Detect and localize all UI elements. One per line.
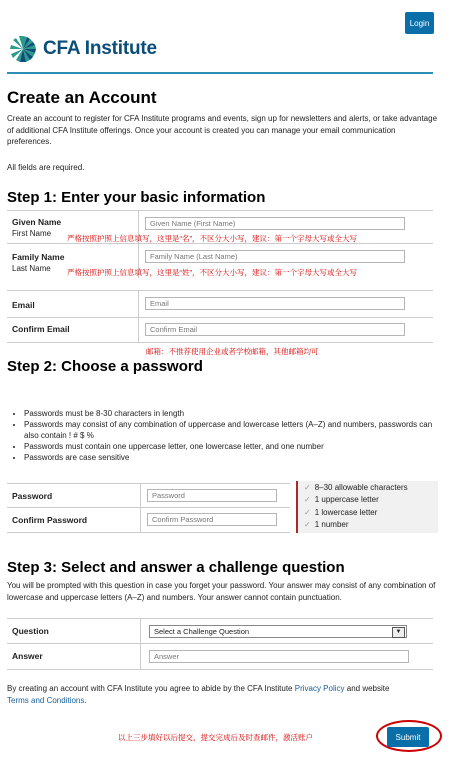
step1-title: Step 1: Enter your basic information xyxy=(7,189,266,206)
check-icon: ✓ xyxy=(304,520,311,530)
challenge-question-select[interactable] xyxy=(149,625,407,638)
step2-title: Step 2: Choose a password xyxy=(7,358,203,375)
cfa-globe-icon xyxy=(8,34,38,64)
checklist-text: 1 lowercase letter xyxy=(314,507,378,517)
agreement-prefix: By creating an account with CFA Institute you agree to abide by the CFA Institute xyxy=(7,684,295,693)
family-name-label: Family Name xyxy=(12,252,65,262)
select-value: Select a Challenge Question xyxy=(154,627,250,636)
row-separator xyxy=(140,508,141,532)
given-name-sublabel: First Name xyxy=(12,229,52,238)
logo-text: CFA Institute xyxy=(43,38,157,59)
email-label: Email xyxy=(12,300,35,310)
family-name-input[interactable]: Family Name (Last Name) xyxy=(145,250,405,263)
check-icon: ✓ xyxy=(304,482,311,492)
password-label: Password xyxy=(12,491,53,501)
check-icon: ✓ xyxy=(304,495,311,505)
answer-input[interactable]: Answer xyxy=(149,650,409,663)
answer-row xyxy=(7,643,433,670)
email-row xyxy=(7,290,433,318)
family-name-sublabel: Last Name xyxy=(12,264,51,273)
row-separator xyxy=(138,291,139,318)
intro-text: Create an account to register for CFA Institute programs and events, sign up for newsletters and alerts, or take advantage of additional CFA Institute offerings. Once your account is created you can manage your email communication preferences. xyxy=(7,114,438,146)
terms-link[interactable]: Terms and Conditions xyxy=(7,695,85,705)
email-annotation: 邮箱：不推荐使用企业或者学校邮箱，其他邮箱均可 xyxy=(146,347,319,356)
password-rule: • Passwords must contain one uppercase letter, one lowercase letter, and one number xyxy=(24,441,439,452)
agreement-mid: and website xyxy=(344,684,390,693)
page-title: Create an Account xyxy=(7,88,157,107)
checklist-text: 1 uppercase letter xyxy=(314,495,379,505)
password-rules xyxy=(14,408,439,463)
checklist-item xyxy=(298,519,438,532)
submit-button[interactable]: Submit xyxy=(387,727,429,747)
checklist-item xyxy=(298,494,438,507)
agreement-end: . xyxy=(84,695,87,705)
checklist-item xyxy=(298,506,438,519)
password-rule: • Passwords are case sensitive xyxy=(24,452,439,463)
confirm-password-input[interactable]: Confirm Password xyxy=(147,513,277,526)
login-button[interactable]: Login xyxy=(405,12,434,34)
cfa-logo xyxy=(8,34,157,64)
confirm-password-label: Confirm Password xyxy=(12,515,88,525)
check-icon: ✓ xyxy=(304,507,311,517)
row-separator xyxy=(140,644,141,669)
question-row xyxy=(7,618,433,644)
row-separator xyxy=(140,619,141,644)
row-separator xyxy=(138,318,139,342)
given-name-annotation: 严格按照护照上信息填写，这里是“名”，不区分大小写，建议：第一个字母大写或全大写 xyxy=(67,234,357,243)
confirm-email-row xyxy=(7,317,433,343)
confirm-password-row xyxy=(7,507,290,533)
password-row xyxy=(7,483,290,508)
given-name-label: Given Name xyxy=(12,217,62,227)
question-label: Question xyxy=(12,626,49,636)
family-name-annotation: 严格按照护照上信息填写，这里是“姓”，不区分大小写，建议：第一个字母大写或全大写 xyxy=(67,268,357,277)
submit-annotation: 以上三步填好以后提交，提交完成后及时查邮件，激活账户 xyxy=(118,733,313,742)
checklist-text: 1 number xyxy=(314,520,349,530)
required-note: All fields are required. xyxy=(7,163,85,172)
step3-title: Step 3: Select and answer a challenge question xyxy=(7,559,345,576)
given-name-row xyxy=(7,210,433,244)
checklist-item xyxy=(298,481,438,494)
confirm-email-label: Confirm Email xyxy=(12,324,70,334)
confirm-email-input[interactable]: Confirm Email xyxy=(145,323,405,336)
checklist-text: 8–30 allowable characters xyxy=(314,482,408,492)
given-name-input[interactable]: Given Name (First Name) xyxy=(145,217,405,230)
password-rule: • Passwords may consist of any combination of uppercase and lowercase letters (A–Z) and numbers, passwords can also contain ! # $ % xyxy=(24,419,439,441)
answer-label: Answer xyxy=(12,651,43,661)
password-checklist xyxy=(296,481,438,533)
privacy-policy-link[interactable]: Privacy Policy xyxy=(294,684,345,693)
family-name-row xyxy=(7,243,433,278)
password-input[interactable]: Password xyxy=(147,489,277,502)
chevron-down-icon[interactable]: ▼ xyxy=(392,627,405,638)
email-input[interactable]: Email xyxy=(145,297,405,310)
password-rule: • Passwords must be 8-30 characters in length xyxy=(24,408,439,419)
agreement-text xyxy=(7,683,437,706)
step3-description: You will be prompted with this question in case you forget your password. Your answer may consist of any combination of lowercase and uppercase letters (A–Z) and numbers. Your answer cannot contain punctuation. xyxy=(7,581,436,602)
row-separator xyxy=(140,484,141,508)
header-divider xyxy=(7,72,433,74)
